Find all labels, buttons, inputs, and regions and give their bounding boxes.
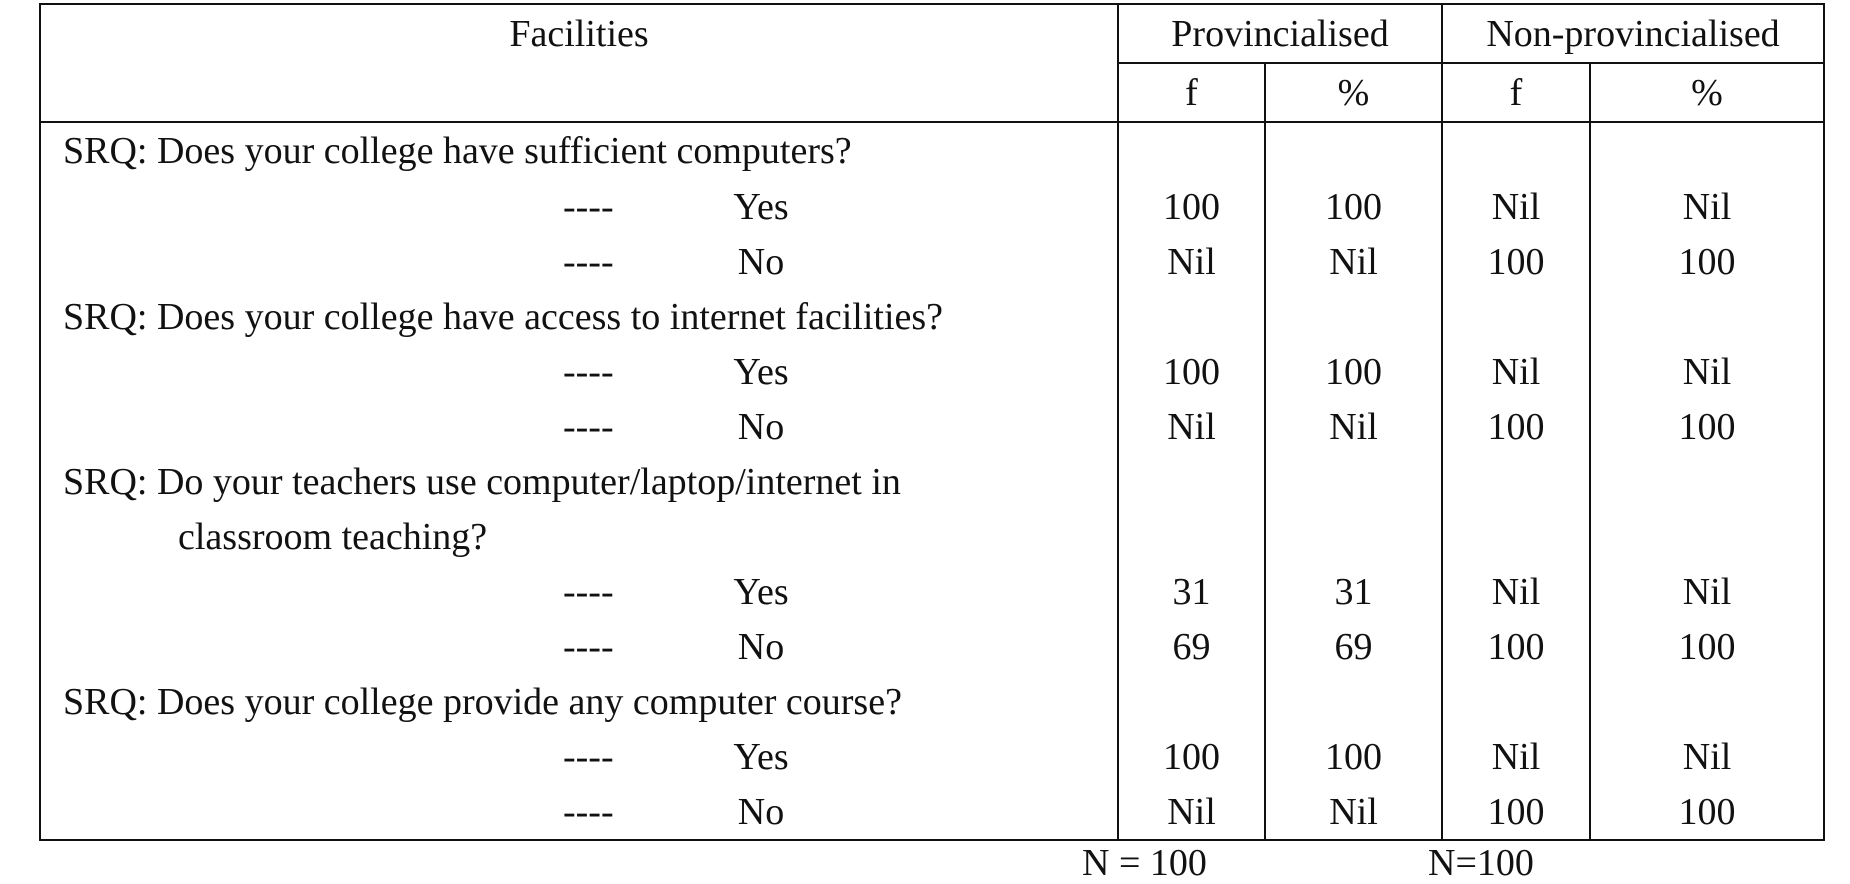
prov-f-value: Nil <box>1118 399 1265 454</box>
nonprov-f-value: Nil <box>1442 729 1590 784</box>
option-answer: Yes <box>733 570 789 613</box>
table-header <box>40 4 1824 122</box>
option-cell <box>40 344 1118 399</box>
table-row <box>40 784 1824 840</box>
option-cell <box>40 234 1118 289</box>
option-dash: ---- <box>563 735 614 778</box>
prov-percent-value: 69 <box>1265 619 1442 674</box>
prov-percent-value: Nil <box>1265 784 1442 840</box>
table-body <box>40 122 1824 840</box>
table-row <box>40 234 1824 289</box>
option-cell <box>40 564 1118 619</box>
nonprov-percent-value: 100 <box>1590 784 1824 840</box>
nonprov-f-value: 100 <box>1442 619 1590 674</box>
header-row-1 <box>40 4 1824 63</box>
header-nonprov-f: f <box>1442 63 1590 122</box>
question-text-continued: classroom teaching? <box>40 509 1118 564</box>
nonprov-percent-value: Nil <box>1590 729 1824 784</box>
question-text: SRQ: Does your college provide any computer course? <box>40 674 1118 729</box>
option-dash: ---- <box>563 570 614 613</box>
nonprov-f-value: Nil <box>1442 179 1590 234</box>
option-answer: No <box>737 240 785 283</box>
prov-f-value: 100 <box>1118 344 1265 399</box>
table-row <box>40 729 1824 784</box>
n-non-provincialised: N=100 <box>1428 842 1534 884</box>
question-row <box>40 289 1824 344</box>
option-cell <box>40 784 1118 840</box>
question-text: SRQ: Do your teachers use computer/laptop/internet in <box>40 454 1118 509</box>
prov-f-value: 69 <box>1118 619 1265 674</box>
table-row <box>40 179 1824 234</box>
prov-percent-value: 31 <box>1265 564 1442 619</box>
nonprov-percent-value: 100 <box>1590 619 1824 674</box>
header-prov-f: f <box>1118 63 1265 122</box>
prov-f-value: Nil <box>1118 234 1265 289</box>
prov-percent-value: 100 <box>1265 344 1442 399</box>
header-non-provincialised: Non-provincialised <box>1442 4 1824 63</box>
sample-size-footer <box>0 842 1850 884</box>
facilities-table-container <box>39 3 1823 841</box>
prov-percent-value: Nil <box>1265 399 1442 454</box>
option-dash: ---- <box>563 240 614 283</box>
header-prov-percent: % <box>1265 63 1442 122</box>
nonprov-f-value: 100 <box>1442 784 1590 840</box>
table-row <box>40 344 1824 399</box>
question-text: SRQ: Does your college have access to internet facilities? <box>40 289 1118 344</box>
option-dash: ---- <box>563 350 614 393</box>
option-cell <box>40 729 1118 784</box>
facilities-table <box>39 3 1825 841</box>
nonprov-percent-value: Nil <box>1590 344 1824 399</box>
option-dash: ---- <box>563 790 614 833</box>
option-answer: No <box>737 790 785 833</box>
nonprov-f-value: 100 <box>1442 399 1590 454</box>
option-cell <box>40 399 1118 454</box>
option-cell <box>40 619 1118 674</box>
prov-percent-value: 100 <box>1265 729 1442 784</box>
table-row <box>40 564 1824 619</box>
prov-f-value: Nil <box>1118 784 1265 840</box>
option-dash: ---- <box>563 185 614 228</box>
header-nonprov-percent: % <box>1590 63 1824 122</box>
prov-percent-value: 100 <box>1265 179 1442 234</box>
question-row <box>40 454 1824 509</box>
header-provincialised: Provincialised <box>1118 4 1442 63</box>
prov-f-value: 100 <box>1118 729 1265 784</box>
option-answer: Yes <box>733 350 789 393</box>
option-answer: No <box>737 405 785 448</box>
nonprov-f-value: 100 <box>1442 234 1590 289</box>
question-row-continued <box>40 509 1824 564</box>
nonprov-f-value: Nil <box>1442 344 1590 399</box>
table-row <box>40 399 1824 454</box>
prov-f-value: 31 <box>1118 564 1265 619</box>
nonprov-percent-value: Nil <box>1590 564 1824 619</box>
option-answer: Yes <box>733 735 789 778</box>
question-row <box>40 674 1824 729</box>
question-row <box>40 122 1824 179</box>
prov-f-value: 100 <box>1118 179 1265 234</box>
question-text: SRQ: Does your college have sufficient computers? <box>40 122 1118 179</box>
prov-percent-value: Nil <box>1265 234 1442 289</box>
option-answer: No <box>737 625 785 668</box>
option-dash: ---- <box>563 625 614 668</box>
header-facilities: Facilities <box>40 4 1118 122</box>
table-row <box>40 619 1824 674</box>
n-provincialised: N = 100 <box>1082 842 1207 884</box>
nonprov-percent-value: Nil <box>1590 179 1824 234</box>
nonprov-percent-value: 100 <box>1590 399 1824 454</box>
nonprov-f-value: Nil <box>1442 564 1590 619</box>
option-cell <box>40 179 1118 234</box>
option-answer: Yes <box>733 185 789 228</box>
option-dash: ---- <box>563 405 614 448</box>
nonprov-percent-value: 100 <box>1590 234 1824 289</box>
